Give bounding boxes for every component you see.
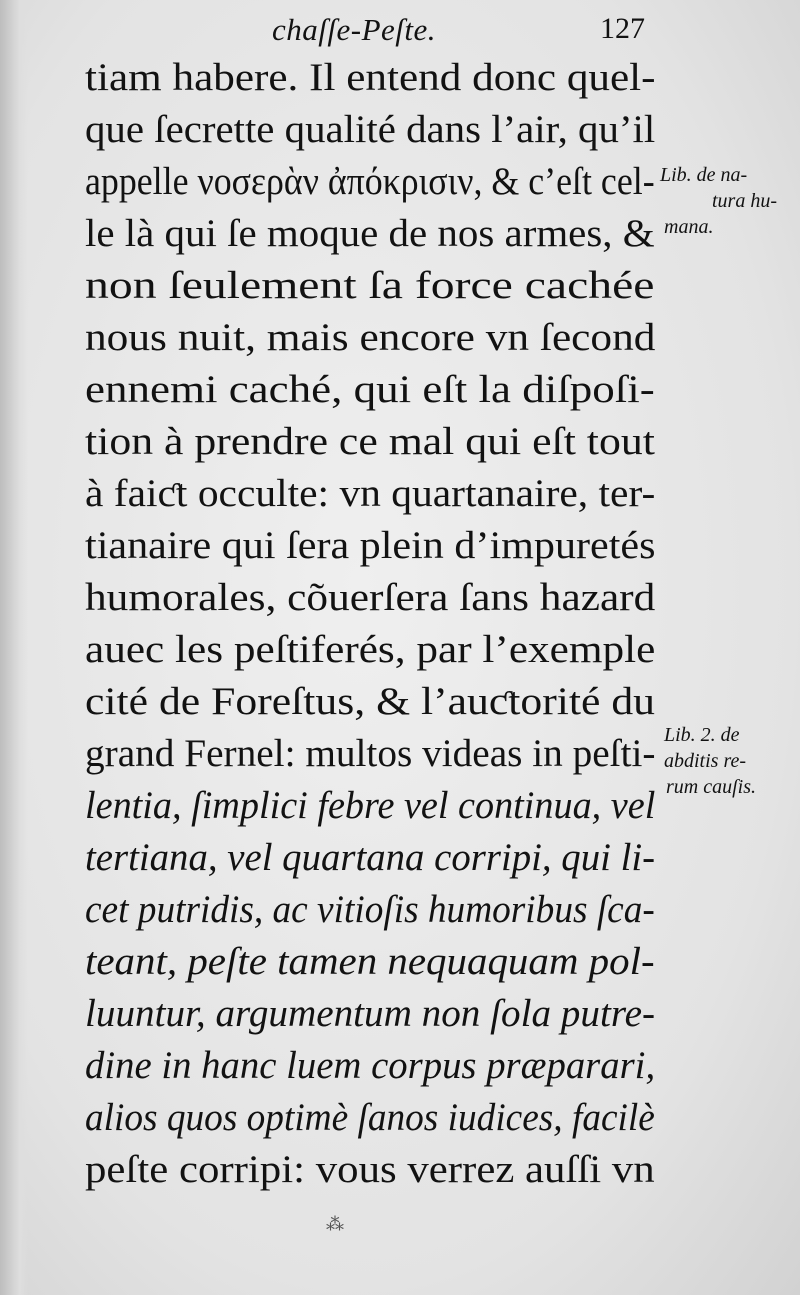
text-line: grand Fernel: multos videas in peſti- [85,732,656,775]
text-line: appelle νοσερὰν ἀπόκρισιν, & c’eſt cel- [85,160,655,203]
margin-note-line: Lib. de na- [660,164,748,186]
text-line: luuntur, argumentum non ſola putre- [85,992,656,1035]
text-line: cité de Foreſtus, & l’auƈtorité du [85,680,656,723]
margin-note-line: tura hu- [712,190,777,212]
text-line: tion à prendre ce mal qui eſt tout [85,420,655,463]
text-line: tianaire qui ſera plein d’impuretés [85,524,656,567]
ornament-mark: ⁂ [326,1214,344,1234]
text-line: non ſeulement ſa force cachée [85,264,655,307]
page-number: 127 [600,12,645,45]
margin-note-line: Lib. 2. de [664,724,740,746]
text-line: nous nuit, mais encore vn ſecond [85,316,656,359]
text-line: peſte corripi: vous verrez auſſi vn [85,1148,655,1191]
text-line: tertiana, vel quartana corripi, qui li- [85,836,656,879]
text-line: que ſecrette qualité dans l’air, qu’il [85,108,656,151]
text-line: le là qui ſe moque de nos armes, & [85,212,655,255]
page-header [0,8,800,52]
text-line: teant, peſte tamen nequaquam pol- [85,940,655,983]
text-line: à faiƈt occulte: vn quartanaire, ter- [85,472,656,515]
margin-note-line: mana. [664,216,714,238]
text-line: ennemi caché, qui eſt la diſpoſi- [85,368,655,411]
text-line: lentia, ſimplici febre vel continua, vel [85,784,656,827]
text-line: tiam habere. Il entend donc quel- [85,56,656,99]
text-line: cet putridis, ac vitioſis humoribus ſca- [85,888,655,931]
running-head: chaſſe-Peſte. [272,12,436,47]
text-line: auec les peſtiferés, par l’exemple [85,628,656,671]
text-line: humorales, cõuerſera ſans hazard [85,576,656,619]
page-gutter-shadow [0,0,28,1295]
text-line: alios quos optimè ſanos iudices, facilè [85,1096,655,1139]
margin-note-line: abditis re- [664,750,747,772]
text-line: dine in hanc luem corpus præparari, [85,1044,656,1087]
margin-note-line: rum cauſis. [666,776,756,798]
